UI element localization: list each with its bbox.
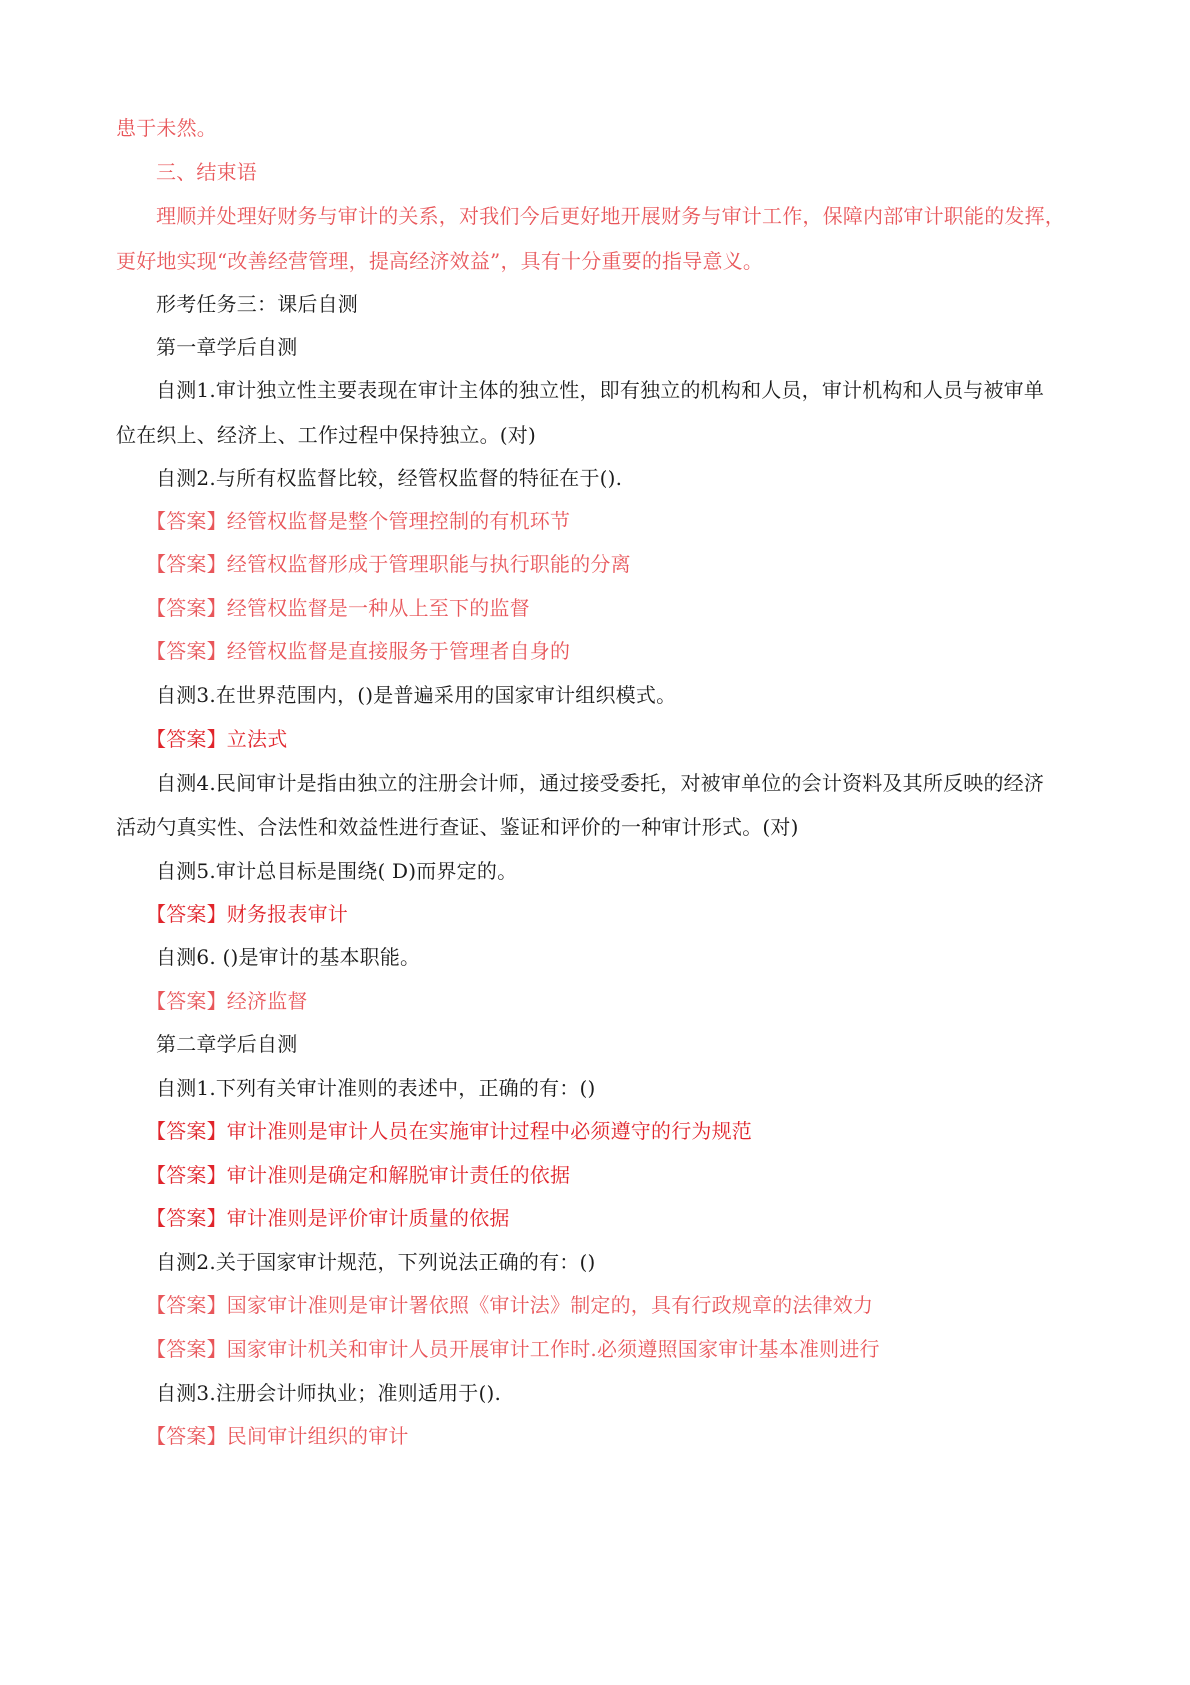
chapter2-q1-answer-3: 【答案】审计准则是评价审计质量的依据: [146, 1206, 510, 1230]
chapter1-q6: 自测6. ()是审计的基本职能。: [156, 945, 421, 969]
chapter2-q2: 自测2.关于国家审计规范，下列说法正确的有：(): [156, 1250, 596, 1274]
chapter2-q2-answer-1: 【答案】国家审计准则是审计署依照《审计法》制定的，具有行政规章的法律效力: [146, 1293, 874, 1317]
chapter2-q3: 自测3.注册会计师执业；准则适用于().: [156, 1381, 502, 1405]
chapter1-q2-answer-2: 【答案】经管权监督形成于管理职能与执行职能的分离: [146, 552, 631, 576]
chapter1-q4-line2: 活动勺真实性、合法性和效益性进行查证、鉴证和评价的一种审计形式。(对): [116, 815, 799, 839]
chapter1-q1-line2: 位在织上、经济上、工作过程中保持独立。(对): [116, 423, 537, 447]
chapter1-q3: 自测3.在世界范围内，()是普遍采用的国家审计组织模式。: [156, 683, 677, 707]
chapter2-q3-answer: 【答案】民间审计组织的审计: [146, 1424, 409, 1448]
chapter2-heading: 第二章学后自测: [156, 1032, 298, 1056]
chapter2-q1-answer-2: 【答案】审计准则是确定和解脱审计责任的依据: [146, 1163, 571, 1187]
chapter2-q1: 自测1.下列有关审计准则的表述中，正确的有：(): [156, 1076, 596, 1100]
chapter1-q5: 自测5.审计总目标是围绕( D)而界定的。: [156, 859, 518, 883]
intro-tail: 患于未然。: [116, 116, 217, 140]
chapter1-q5-answer: 【答案】财务报表审计: [146, 902, 348, 926]
section3-paragraph-line1: 理顺并处理好财务与审计的关系，对我们今后更好地开展财务与审计工作，保障内部审计职能的发挥，: [156, 204, 1065, 228]
chapter1-q2: 自测2.与所有权监督比较，经管权监督的特征在于().: [156, 466, 623, 490]
chapter2-q1-answer-1: 【答案】审计准则是审计人员在实施审计过程中必须遵守的行为规范: [146, 1119, 752, 1143]
chapter1-q2-answer-3: 【答案】经管权监督是一种从上至下的监督: [146, 596, 530, 620]
chapter1-heading: 第一章学后自测: [156, 335, 298, 359]
chapter1-q4-line1: 自测4.民间审计是指由独立的注册会计师，通过接受委托，对被审单位的会计资料及其所反映的经济: [156, 771, 1045, 795]
chapter1-q2-answer-1: 【答案】经管权监督是整个管理控制的有机环节: [146, 509, 571, 533]
section3-paragraph-line2: 更好地实现“改善经营管理，提高经济效益”，具有十分重要的指导意义。: [116, 249, 764, 273]
section3-heading: 三、结束语: [156, 160, 257, 184]
chapter1-q3-answer: 【答案】立法式: [146, 727, 288, 751]
chapter1-q6-answer: 【答案】经济监督: [146, 989, 308, 1013]
chapter1-q1-line1: 自测1.审计独立性主要表现在审计主体的独立性，即有独立的机构和人员，审计机构和人员与被审单: [156, 378, 1045, 402]
chapter1-q2-answer-4: 【答案】经管权监督是直接服务于管理者自身的: [146, 639, 571, 663]
chapter2-q2-answer-2: 【答案】国家审计机关和审计人员开展审计工作时.必须遵照国家审计基本准则进行: [146, 1337, 880, 1361]
task-title: 形考任务三：课后自测: [156, 292, 358, 316]
